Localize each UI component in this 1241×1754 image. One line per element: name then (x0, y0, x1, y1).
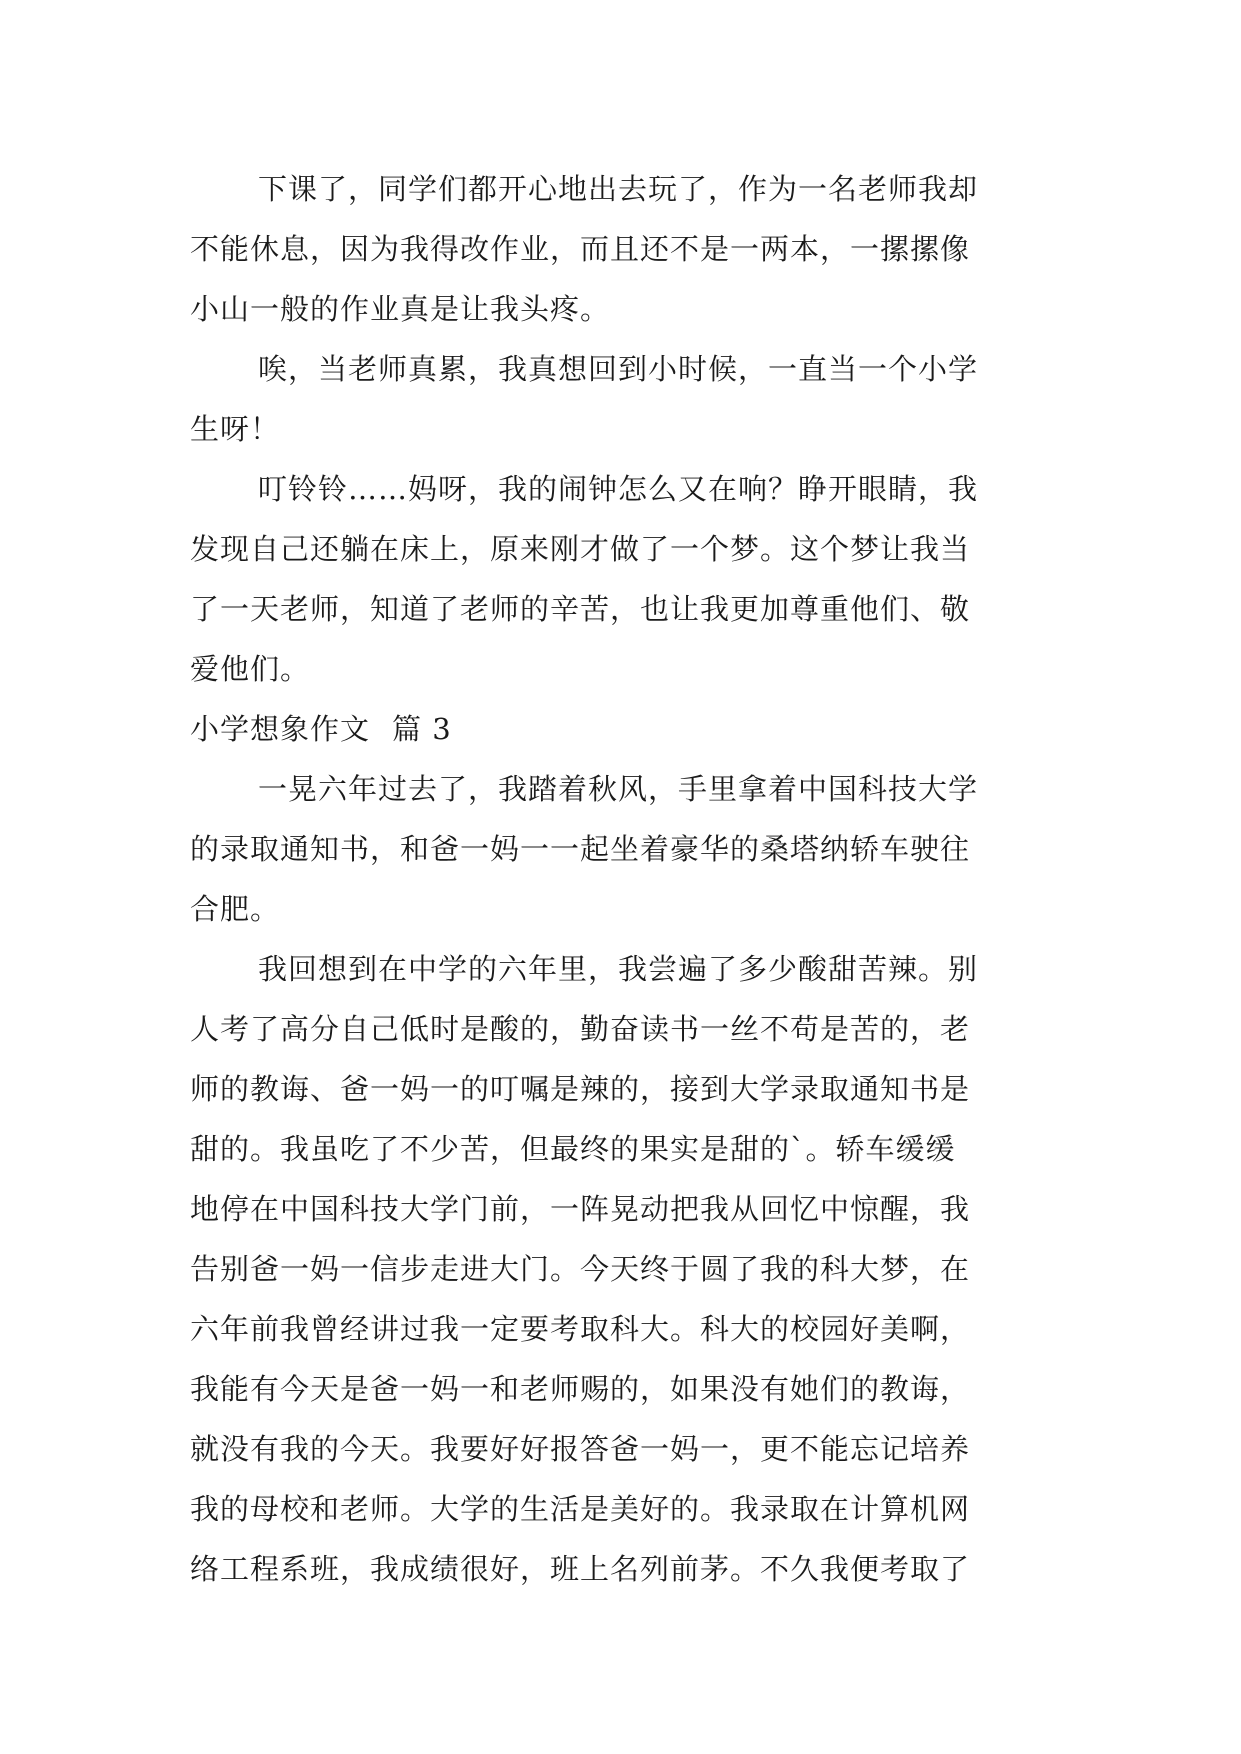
text-line: 我能有今天是爸一妈一和老师赐的，如果没有她们的教诲， (190, 1372, 971, 1406)
paragraph (190, 939, 1052, 1599)
heading-section-number: 篇 3 (392, 712, 452, 746)
text-line: 我回想到在中学的六年里，我尝遍了多少酸甜苦辣。别 (258, 952, 979, 986)
text-line: 爱他们。 (190, 652, 311, 686)
text-line: 了一天老师，知道了老师的辛苦，也让我更加尊重他们、敬 (190, 592, 971, 626)
text-line: 的录取通知书，和爸一妈一一起坐着豪华的桑塔纳轿车驶往 (190, 832, 971, 866)
paragraph (190, 459, 1052, 699)
document-body (190, 159, 1052, 1599)
text-line: 小山一般的作业真是让我头疼。 (190, 292, 611, 326)
paragraph (190, 759, 1052, 939)
text-line: 合肥。 (190, 892, 281, 926)
paragraph (190, 159, 1052, 339)
text-line: 一晃六年过去了，我踏着秋风，手里拿着中国科技大学 (258, 772, 979, 806)
text-line: 叮铃铃……妈呀，我的闹钟怎么又在响？睁开眼睛，我 (258, 472, 979, 506)
text-line: 地停在中国科技大学门前，一阵晃动把我从回忆中惊醒，我 (190, 1192, 971, 1226)
text-line: 我的母校和老师。大学的生活是美好的。我录取在计算机网 (190, 1492, 971, 1526)
text-line: 唉，当老师真累，我真想回到小时候，一直当一个小学 (258, 352, 979, 386)
text-line: 生呀！ (190, 412, 281, 446)
text-line: 甜的。我虽吃了不少苦，但最终的果实是甜的`。轿车缓缓 (190, 1132, 956, 1166)
text-line: 师的教诲、爸一妈一的叮嘱是辣的，接到大学录取通知书是 (190, 1072, 971, 1106)
heading-title: 小学想象作文 (190, 712, 371, 746)
text-line: 络工程系班，我成绩很好，班上名列前茅。不久我便考取了 (190, 1552, 971, 1586)
paragraph (190, 339, 1052, 459)
text-line: 人考了高分自己低时是酸的，勤奋读书一丝不苟是苦的，老 (190, 1012, 971, 1046)
text-line: 告别爸一妈一信步走进大门。今天终于圆了我的科大梦，在 (190, 1252, 971, 1286)
text-line: 六年前我曾经讲过我一定要考取科大。科大的校园好美啊， (190, 1312, 971, 1346)
text-line: 就没有我的今天。我要好好报答爸一妈一，更不能忘记培养 (190, 1432, 971, 1466)
text-line: 发现自己还躺在床上，原来刚才做了一个梦。这个梦让我当 (190, 532, 971, 566)
text-line: 下课了，同学们都开心地出去玩了，作为一名老师我却 (258, 172, 979, 206)
text-line: 不能休息，因为我得改作业，而且还不是一两本，一摞摞像 (190, 232, 971, 266)
section-heading (190, 699, 1052, 759)
